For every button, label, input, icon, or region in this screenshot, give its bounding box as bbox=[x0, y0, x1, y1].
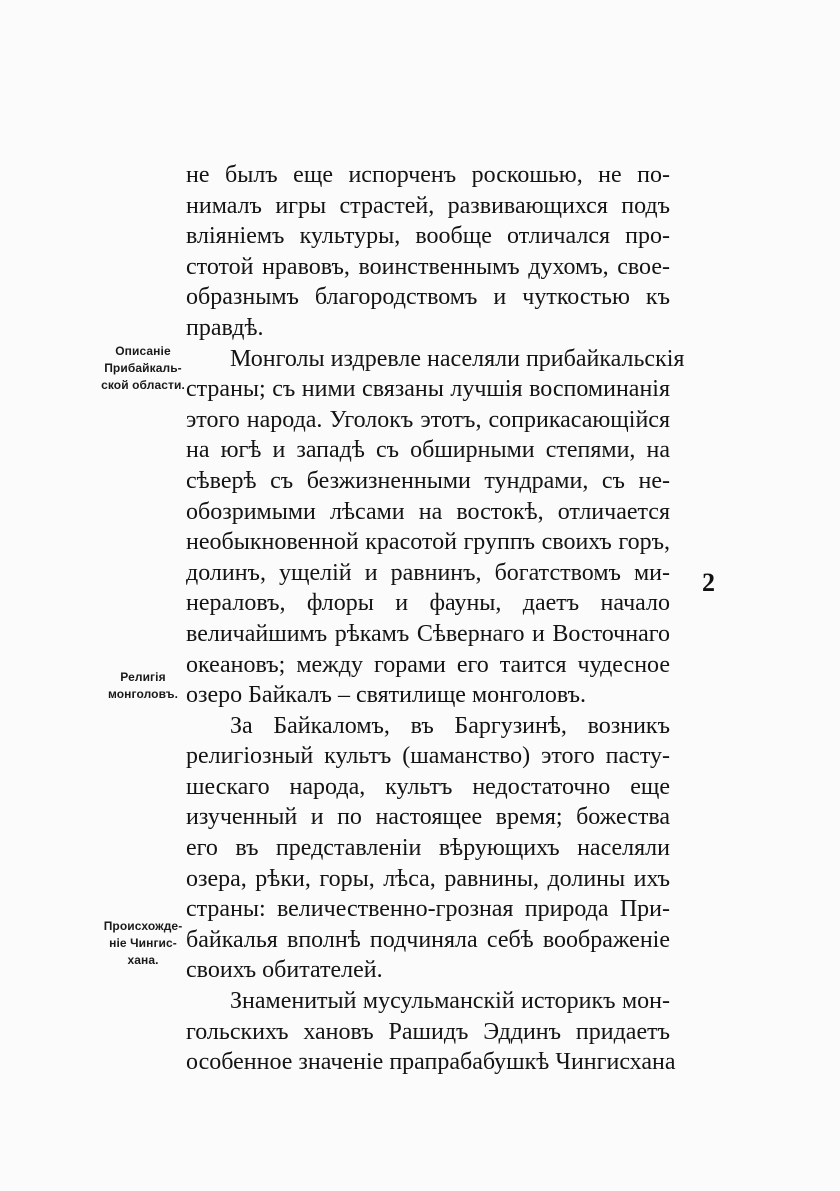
margin-note-line: ской области. bbox=[101, 378, 185, 392]
margin-note-baikal-region bbox=[96, 343, 190, 394]
body-line: сѣверѣ съ безжизненными тундрами, съ не- bbox=[186, 467, 670, 494]
body-line: страны: величественно-грозная природа При- bbox=[186, 896, 670, 923]
body-line: За Байкаломъ, въ Баргузинѣ, возникъ bbox=[230, 712, 670, 739]
margin-note-line: Описаніе bbox=[115, 344, 171, 358]
body-line: стотой нравовъ, воинственнымъ духомъ, свое- bbox=[186, 253, 670, 280]
page-number: 2 bbox=[702, 568, 715, 597]
body-line: обозримыми лѣсами на востокѣ, отличается bbox=[186, 498, 670, 525]
body-line: на югѣ и западѣ съ обширными степями, на bbox=[186, 437, 670, 464]
body-line: страны; съ ними связаны лучшія воспоминанія bbox=[186, 376, 670, 403]
margin-note-chingis-origin bbox=[96, 918, 190, 969]
body-line: озеро Байкалъ – святилище монголовъ. bbox=[186, 682, 587, 709]
body-line: нималъ игры страстей, развивающихся подъ bbox=[186, 192, 670, 219]
body-line: океановъ; между горами его таится чудесное bbox=[186, 651, 670, 678]
body-line: не былъ еще испорченъ роскошью, не по- bbox=[186, 162, 670, 188]
body-line: изученный и по настоящее время; божества bbox=[186, 804, 670, 831]
margin-note-line: Происхожде- bbox=[103, 919, 183, 933]
margin-note-line: Прибайкаль- bbox=[104, 361, 182, 375]
body-line: своихъ обитателей. bbox=[186, 957, 383, 984]
margin-note-line: Религія bbox=[120, 670, 166, 684]
body-line: величайшимъ рѣкамъ Сѣвернаго и Восточнаго bbox=[186, 620, 670, 647]
body-line: Монголы издревле населяли прибайкальскія bbox=[230, 345, 685, 372]
body-line: байкалья вполнѣ подчиняла себѣ воображеніе bbox=[186, 926, 670, 953]
body-line: озера, рѣки, горы, лѣса, равнины, долины ихъ bbox=[186, 865, 670, 892]
body-line: его въ представленіи вѣрующихъ населяли bbox=[186, 835, 670, 862]
body-line: Знаменитый мусульманскій историкъ мон- bbox=[230, 988, 670, 1015]
body-line: шескаго народа, культъ недостаточно еще bbox=[186, 773, 670, 800]
body-text bbox=[186, 160, 685, 1078]
body-line: правдѣ. bbox=[186, 314, 264, 341]
body-line: религіозный культъ (шаманство) этого пасту- bbox=[186, 743, 670, 770]
body-line: образнымъ благородствомъ и чуткостью къ bbox=[186, 284, 670, 311]
body-line: этого народа. Уголокъ этотъ, соприкасающійся bbox=[186, 406, 670, 433]
body-line: долинъ, ущелій и равнинъ, богатствомъ ми- bbox=[186, 559, 670, 586]
margin-note-mongol-religion bbox=[96, 669, 190, 703]
margin-note-line: хана. bbox=[127, 953, 159, 967]
margin-note-line: ніе Чингис- bbox=[109, 936, 177, 950]
margin-note-line: монголовъ. bbox=[107, 687, 179, 701]
body-line: нераловъ, флоры и фауны, даетъ начало bbox=[186, 590, 670, 617]
body-line: вліяніемъ культуры, вообще отличался про- bbox=[186, 223, 670, 250]
body-line: гольскихъ хановъ Рашидъ Эддинъ придаетъ bbox=[186, 1018, 670, 1045]
body-line: особенное значеніе прапрабабушкѣ Чингисхана bbox=[186, 1049, 676, 1076]
body-line: необыкновенной красотой группъ своихъ горъ, bbox=[186, 529, 670, 556]
